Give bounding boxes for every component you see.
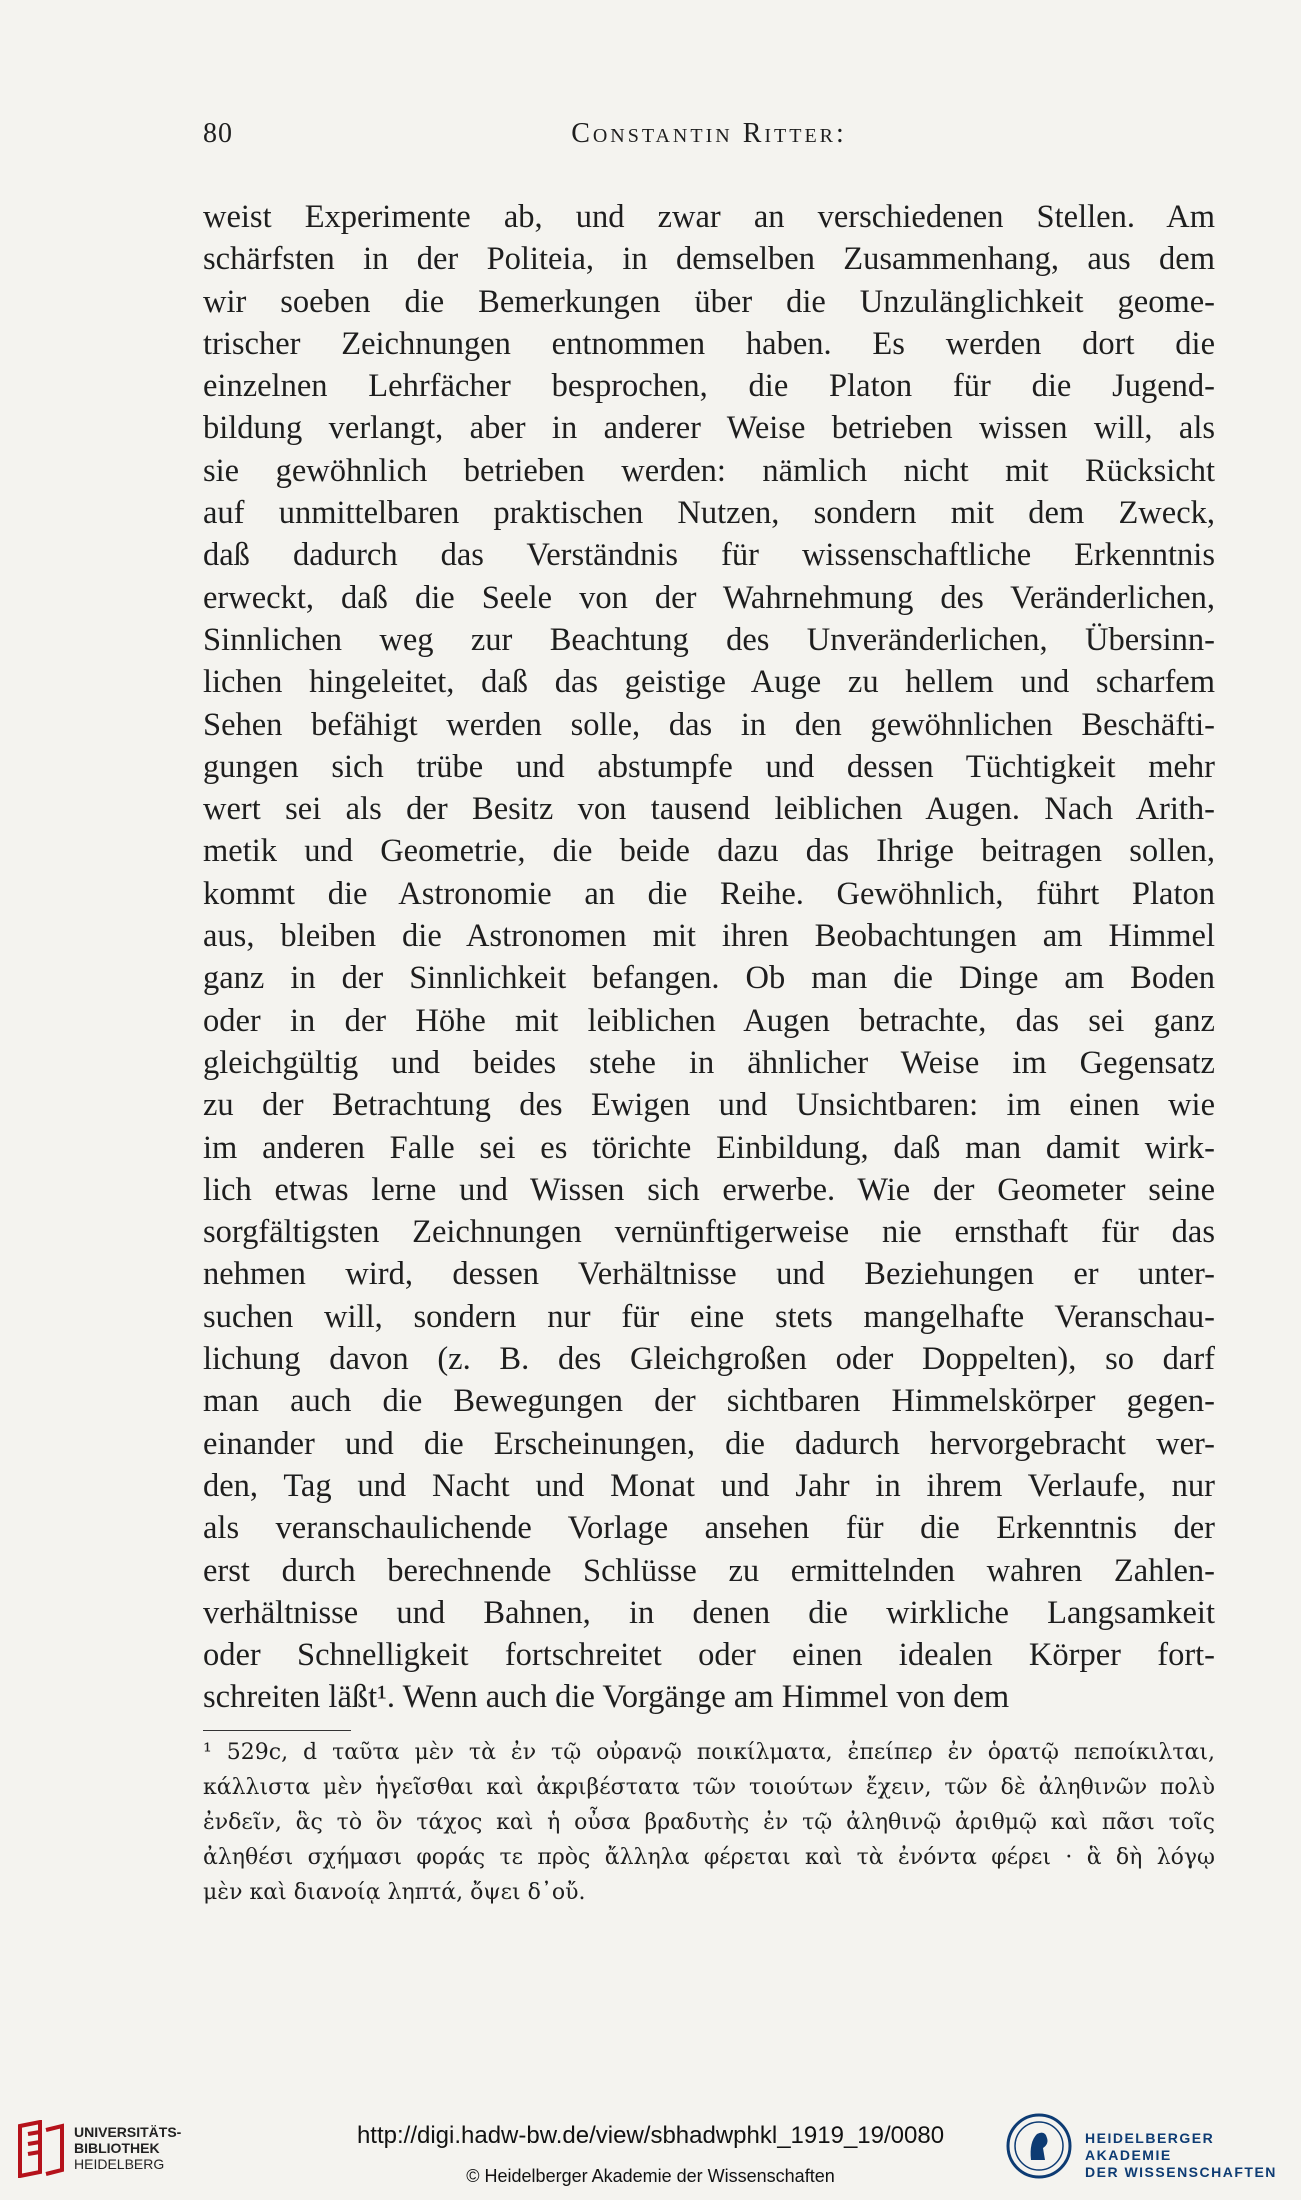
body-text xyxy=(203,196,1215,1719)
academy-name-line1: HEIDELBERGER AKADEMIE xyxy=(1085,2130,1215,2163)
text-line: lichen hingeleitet, daß das geistige Auge zu hellem und scharfem xyxy=(203,664,1215,701)
text-line: oder in der Höhe mit leiblichen Augen betrachte, das sei ganz xyxy=(203,1002,1215,1039)
text-line: gleichgültig und beides stehe in ähnlicher Weise im Gegensatz xyxy=(203,1044,1215,1081)
text-line: einzelnen Lehrfächer besprochen, die Platon für die Jugend- xyxy=(203,368,1215,405)
text-line: den, Tag und Nacht und Monat und Jahr in ihrem Verlaufe, nur xyxy=(203,1467,1215,1504)
text-line: lich etwas lerne und Wissen sich erwerbe. Wie der Geometer seine xyxy=(203,1171,1215,1208)
text-line: Sehen befähigt werden solle, das in den gewöhnlichen Beschäfti- xyxy=(203,706,1215,743)
library-city: HEIDELBERG xyxy=(74,2156,165,2172)
text-line: ganz in der Sinnlichkeit befangen. Ob man die Dinge am Boden xyxy=(203,960,1215,997)
text-line: erweckt, daß die Seele von der Wahrnehmung des Veränderlichen, xyxy=(203,579,1215,616)
text-line: lichung davon (z. B. des Gleichgroßen oder Doppelten), so darf xyxy=(203,1341,1215,1378)
footnote-divider xyxy=(203,1730,351,1731)
text-line: verhältnisse und Bahnen, in denen die wirkliche Langsamkeit xyxy=(203,1594,1215,1631)
library-name-line2: BIBLIOTHEK xyxy=(74,2140,160,2156)
library-name-line1: UNIVERSITÄTS- xyxy=(74,2124,182,2140)
academy-name-line2: DER WISSENSCHAFTEN xyxy=(1085,2164,1277,2180)
text-line: schärfsten in der Politeia, in demselben Zusammenhang, aus dem xyxy=(203,241,1215,278)
text-line: einander und die Erscheinungen, die dadurch hervorgebracht wer- xyxy=(203,1425,1215,1462)
text-line: sorgfältigsten Zeichnungen vernünftigerweise nie ernsthaft für das xyxy=(203,1214,1215,1251)
text-line: schreiten läßt¹. Wenn auch die Vorgänge am Himmel von dem xyxy=(203,1679,1010,1716)
text-line: nehmen wird, dessen Verhältnisse und Beziehungen er unter- xyxy=(203,1256,1215,1293)
footnote-line: ἐνδεῖν, ἃς τὸ ὂν τάχος καὶ ἡ οὖσα βραδυτὴς ἐν τῷ ἀληθινῷ ἀριθμῷ καὶ πᾶσι τοῖς xyxy=(203,1810,1215,1835)
page-number: 80 xyxy=(203,118,233,149)
text-line: aus, bleiben die Astronomen mit ihren Beobachtungen am Himmel xyxy=(203,918,1215,955)
footnote-line: ¹ 529c, d ταῦτα μὲν τὰ ἐν τῷ οὐρανῷ ποικίλματα, ἐπείπερ ἐν ὁρατῷ πεποίκιλται, xyxy=(203,1740,1215,1765)
text-line: als veranschaulichende Vorlage ansehen für die Erkenntnis der xyxy=(203,1510,1215,1547)
text-line: weist Experimente ab, und zwar an verschiedenen Stellen. Am xyxy=(203,199,1215,235)
footnotes xyxy=(203,1735,1215,1910)
text-line: bildung verlangt, aber in anderer Weise betrieben wissen will, als xyxy=(203,410,1215,447)
academy-name xyxy=(1085,2130,1295,2181)
permalink-url[interactable]: http://digi.hadw-bw.de/view/sbhadwphkl_1919_19/0080 xyxy=(356,2122,945,2149)
footnote-line: μὲν καὶ διανοίᾳ ληπτά, ὄψει δ᾽οὔ. xyxy=(203,1880,586,1905)
text-line: kommt die Astronomie an die Reihe. Gewöhnlich, führt Platon xyxy=(203,875,1215,912)
text-line: sie gewöhnlich betrieben werden: nämlich nicht mit Rücksicht xyxy=(203,452,1215,489)
footnote-line: ἀληθέσι σχήμασι φοράς τε πρὸς ἄλληλα φέρεται καὶ τὰ ἐνόντα φέρει · ἃ δὴ λόγῳ xyxy=(203,1845,1215,1870)
text-line: man auch die Bewegungen der sichtbaren Himmelskörper gegen- xyxy=(203,1383,1215,1420)
page-footer xyxy=(0,2100,1301,2200)
text-line: wir soeben die Bemerkungen über die Unzulänglichkeit geome- xyxy=(203,283,1215,320)
text-line: wert sei als der Besitz von tausend leiblichen Augen. Nach Arith- xyxy=(203,791,1215,828)
text-line: trischer Zeichnungen entnommen haben. Es werden dort die xyxy=(203,325,1215,362)
text-line: oder Schnelligkeit fortschreitet oder einen idealen Körper fort- xyxy=(203,1637,1215,1674)
text-line: gungen sich trübe und abstumpfe und dessen Tüchtigkeit mehr xyxy=(203,748,1215,785)
page-header xyxy=(203,118,1215,158)
copyright-notice: © Heidelberger Akademie der Wissenschaften xyxy=(466,2166,835,2186)
text-line: im anderen Falle sei es törichte Einbildung, daß man damit wirk- xyxy=(203,1129,1215,1166)
text-line: daß dadurch das Verständnis für wissenschaftliche Erkenntnis xyxy=(203,537,1215,574)
text-line: Sinnlichen weg zur Beachtung des Unveränderlichen, Übersinn- xyxy=(203,621,1215,658)
footnote-line: κάλλιστα μὲν ἡγεῖσθαι καὶ ἀκριβέστατα τῶν τοιούτων ἔχειν, τῶν δὲ ἀληθινῶν πολὺ xyxy=(203,1775,1215,1800)
text-line: auf unmittelbaren praktischen Nutzen, sondern mit dem Zweck, xyxy=(203,495,1215,532)
text-line: metik und Geometrie, die beide dazu das Ihrige beitragen sollen, xyxy=(203,833,1215,870)
academy-seal-icon xyxy=(1005,2112,1073,2180)
text-line: suchen will, sondern nur für eine stets mangelhafte Veranschau- xyxy=(203,1298,1215,1335)
running-head: Constantin Ritter: xyxy=(571,118,847,149)
text-line: zu der Betrachtung des Ewigen und Unsichtbaren: im einen wie xyxy=(203,1087,1215,1124)
academy-logo[interactable] xyxy=(1005,2112,1295,2192)
text-line: erst durch berechnende Schlüsse zu ermittelnden wahren Zahlen- xyxy=(203,1552,1215,1589)
